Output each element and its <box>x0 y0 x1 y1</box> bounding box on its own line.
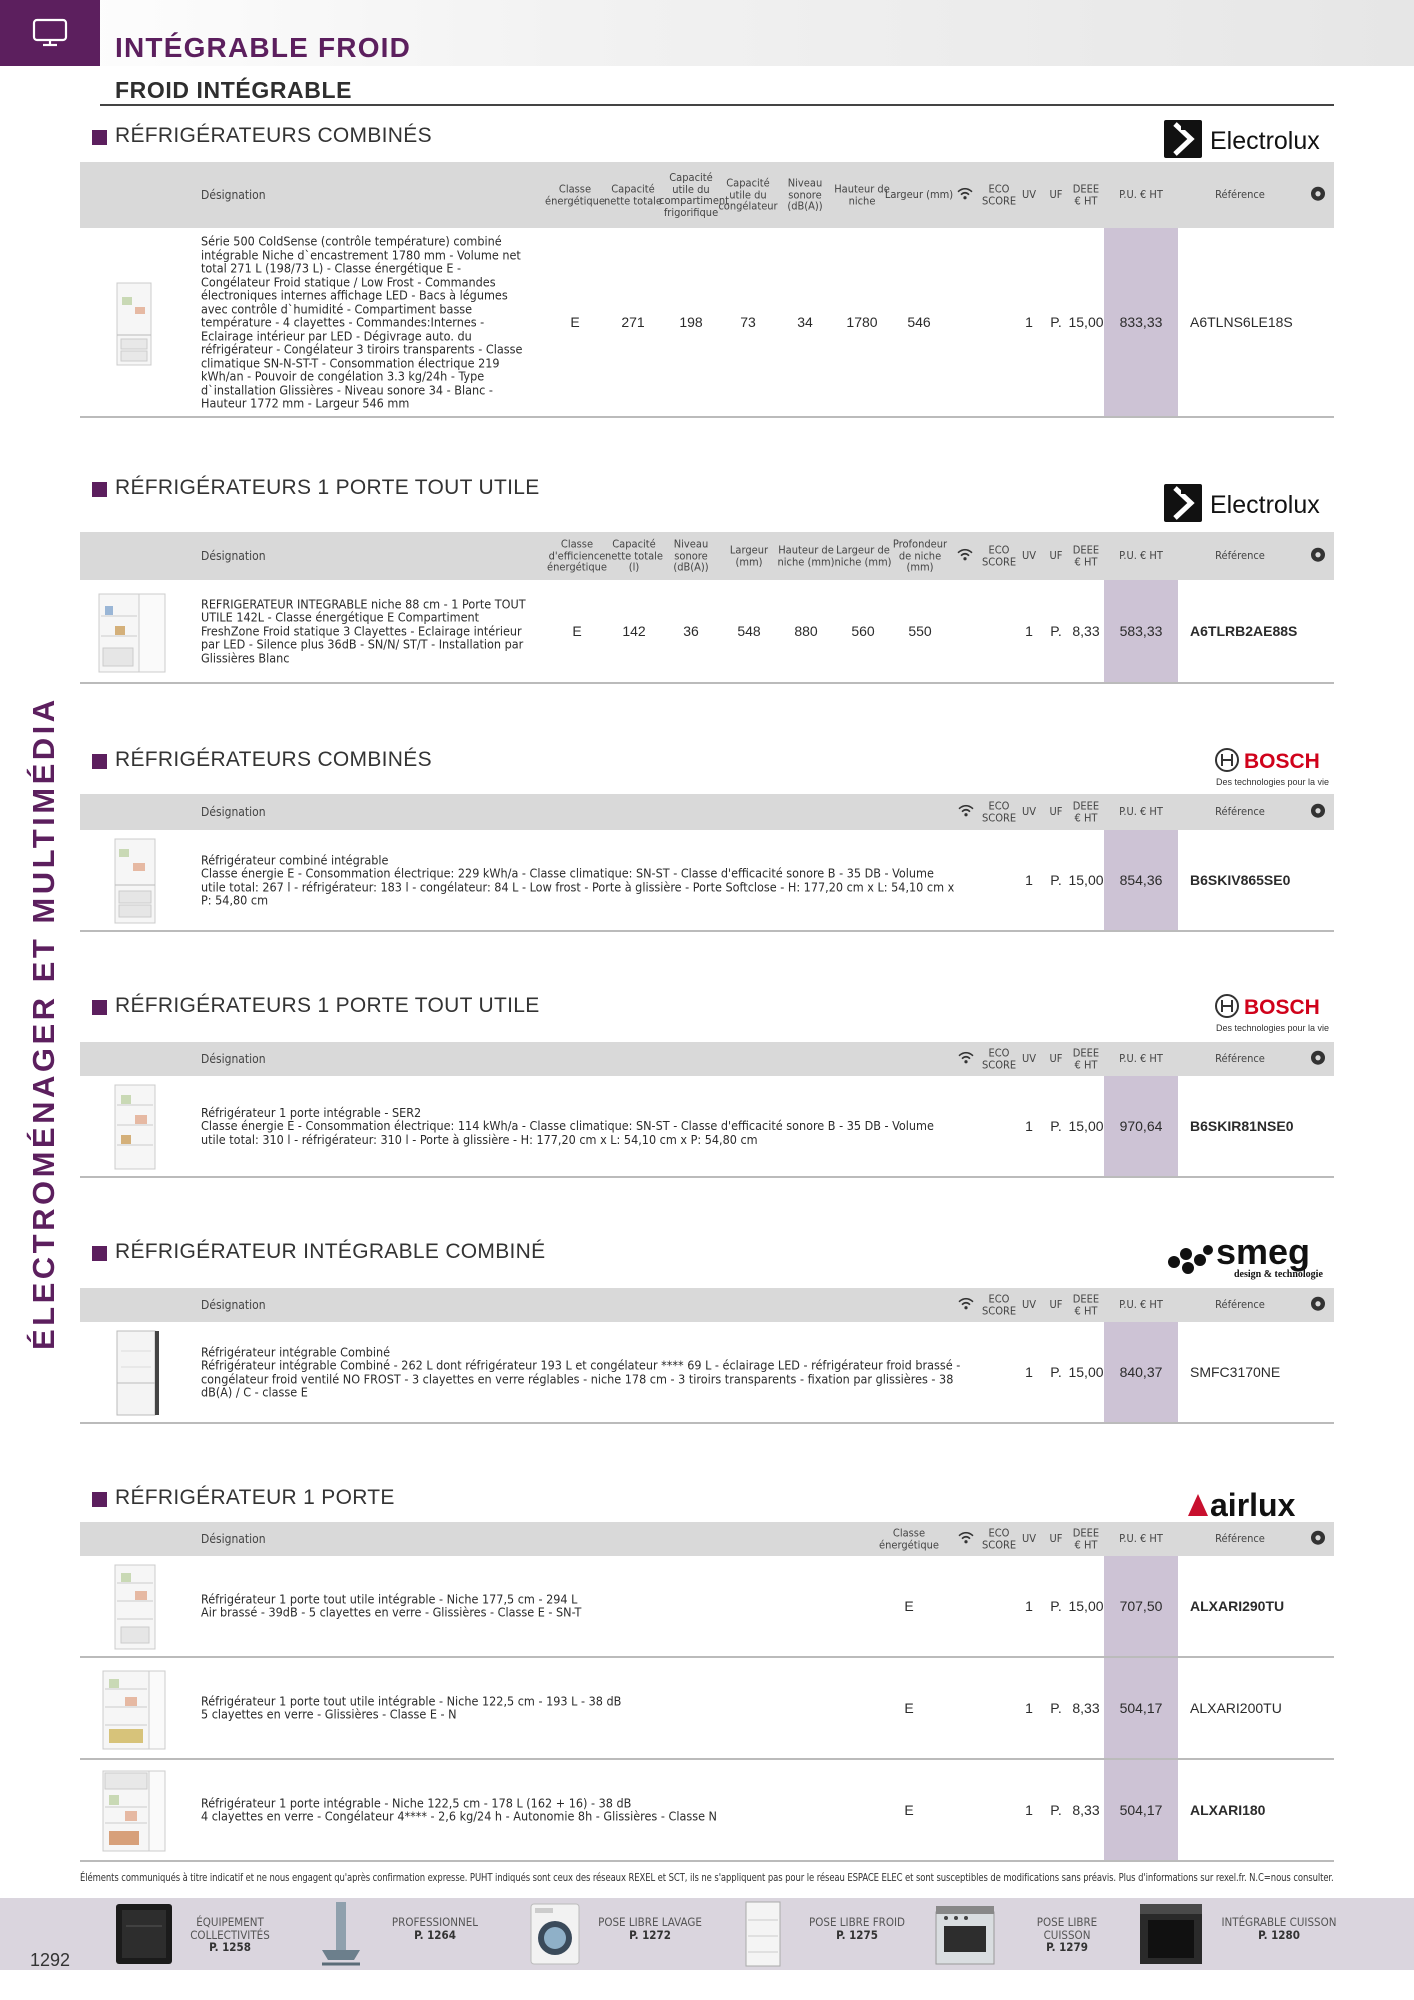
col-uv: UV <box>1021 1532 1036 1546</box>
table-row[interactable] <box>80 228 1334 418</box>
uf-value: P. <box>1050 1118 1062 1134</box>
bosch-logo <box>1214 746 1334 790</box>
largeur-niche-value: 560 <box>851 623 875 639</box>
table-row[interactable] <box>80 1322 1334 1424</box>
col-classe: Classe d'efficience énergétique <box>547 537 607 574</box>
col-largeur: Largeur (mm) <box>729 543 769 568</box>
unit-price: 583,33 <box>1104 580 1178 682</box>
footer-page: P. 1279 <box>1046 1940 1088 1955</box>
col-pu: P.U. € HT <box>1119 188 1163 202</box>
section-combines-bosch <box>80 740 1334 932</box>
col-deee: DEEE € HT <box>1072 1046 1100 1071</box>
section-bullet <box>92 130 107 145</box>
col-niveau-sonore: Niveau sonore (dB(A)) <box>673 537 709 574</box>
settings-icon <box>1286 803 1350 822</box>
settings-icon <box>1286 547 1350 566</box>
uv-value: 1 <box>1025 1802 1033 1818</box>
capacite-frigo-value: 198 <box>679 314 703 330</box>
col-niveau-sonore: Niveau sonore (dB(A)) <box>787 176 823 213</box>
col-largeur-niche: Largeur de niche (mm) <box>834 543 892 568</box>
uv-value: 1 <box>1025 872 1033 888</box>
uf-value: P. <box>1050 1364 1062 1380</box>
uv-value: 1 <box>1025 314 1033 330</box>
col-designation: Désignation <box>201 549 266 563</box>
disclaimer-footnote: Éléments communiqués à titre indicatif et ne nous engagent qu'après confirmation expresse. PUHT indiqués sont ceux des réseaux REXEL et SCT, ils ne s'appliquent pas pour le réseau ESPACE ELEC et sont susceptibles de modifications sans préavis. Plus d'informations sur rexel.fr. N.C=nous consulter. <box>80 1872 1334 1884</box>
col-profondeur-niche: Profondeur de niche (mm) <box>892 537 948 574</box>
product-reference[interactable]: ALXARI290TU <box>1190 1598 1285 1614</box>
unit-price: 840,37 <box>1104 1322 1178 1422</box>
brand-tagline: design & technologie <box>1234 1269 1323 1280</box>
footer-page: P. 1280 <box>1258 1927 1300 1942</box>
product-reference[interactable]: ALXARI180 <box>1190 1802 1266 1818</box>
col-uf: UF <box>1049 549 1063 563</box>
col-eco-score: ECO SCORE <box>982 182 1017 207</box>
energy-class: E <box>904 1598 914 1614</box>
col-deee: DEEE € HT <box>1072 543 1100 568</box>
col-uv: UV <box>1021 1052 1036 1066</box>
footer-label: POSE LIBRE CUISSON <box>1036 1915 1098 1942</box>
col-uv: UV <box>1021 188 1036 202</box>
brand-name: Electrolux <box>1210 491 1320 519</box>
section-1-porte-electrolux <box>80 468 1334 684</box>
col-capacite-congel: Capacité utile du congélateur <box>718 176 778 213</box>
unit-price: 707,50 <box>1104 1556 1178 1656</box>
uf-value: P. <box>1050 1700 1062 1716</box>
deee-value: 8,33 <box>1072 623 1100 639</box>
col-classe: Classe énergétique <box>545 182 605 207</box>
capacite-nette-value: 271 <box>621 314 645 330</box>
col-eco-score: ECO SCORE <box>982 543 1017 568</box>
section-heading: RÉFRIGÉRATEURS 1 PORTE TOUT UTILE <box>115 476 540 499</box>
deee-value: 15,00 <box>1068 1598 1104 1614</box>
table-header <box>80 532 1334 580</box>
table-row[interactable] <box>80 830 1334 932</box>
airlux-logo <box>1184 1482 1334 1522</box>
col-eco-score: ECO SCORE <box>982 1526 1017 1551</box>
col-designation: Désignation <box>201 1532 266 1546</box>
largeur-value: 548 <box>737 623 761 639</box>
product-reference[interactable]: ALXARI200TU <box>1190 1700 1282 1716</box>
uf-value: P. <box>1050 623 1062 639</box>
smeg-logo <box>1164 1232 1334 1280</box>
deee-value: 8,33 <box>1072 1802 1100 1818</box>
unit-price: 854,36 <box>1104 830 1178 930</box>
table-header <box>80 794 1334 830</box>
washing-machine-icon <box>527 1900 583 1968</box>
product-description: Réfrigérateur intégrable Combiné Réfrigérateur intégrable Combiné - 262 L dont réfrigérateur 193 L et congélateur **** 69 L - éclairage LED - réfrigérateur froid brassé - congélateur froid ventilé NO FROST - 3 clayettes en verre réglables - niche 178 cm - 3 tiroirs transparents - fixation par glissières - 38 dB(A) / C - classe E <box>201 1344 961 1400</box>
col-reference: Référence <box>1215 805 1265 819</box>
footer-page: P. 1272 <box>629 1927 671 1942</box>
col-uf: UF <box>1049 1298 1063 1312</box>
col-designation: Désignation <box>201 1052 266 1066</box>
table-header <box>80 1042 1334 1076</box>
section-bullet <box>92 1492 107 1507</box>
col-pu: P.U. € HT <box>1119 1298 1163 1312</box>
energy-class: E <box>904 1700 914 1716</box>
side-category-label: ÉLECTROMÉNAGER ET MULTIMÉDIA <box>26 696 61 1350</box>
section-bullet <box>92 1000 107 1015</box>
col-uf: UF <box>1049 1052 1063 1066</box>
product-image <box>95 277 171 367</box>
electrolux-logo <box>1164 482 1334 529</box>
col-uf: UF <box>1049 1532 1063 1546</box>
col-designation: Désignation <box>201 805 266 819</box>
col-deee: DEEE € HT <box>1072 1526 1100 1551</box>
brand-name: Electrolux <box>1210 127 1320 155</box>
col-pu: P.U. € HT <box>1119 1532 1163 1546</box>
monitor-icon <box>32 18 68 48</box>
table-row[interactable] <box>80 580 1334 684</box>
col-deee: DEEE € HT <box>1072 182 1100 207</box>
section-airlux <box>80 1478 1334 1862</box>
mini-fridge-icon <box>112 1900 178 1968</box>
product-image <box>95 835 171 925</box>
footer-link-professionnel[interactable] <box>310 1898 500 1970</box>
col-pu: P.U. € HT <box>1119 549 1163 563</box>
col-reference: Référence <box>1215 1298 1265 1312</box>
capacite-congel-value: 73 <box>740 314 756 330</box>
table-row[interactable] <box>80 1556 1334 1658</box>
product-image <box>95 1561 171 1651</box>
product-reference[interactable]: SMFC3170NE <box>1190 1364 1281 1380</box>
col-reference: Référence <box>1215 1532 1265 1546</box>
footer-nav <box>0 1898 1414 1970</box>
uf-value: P. <box>1050 1802 1062 1818</box>
table-row[interactable] <box>80 1658 1334 1760</box>
deee-value: 15,00 <box>1068 314 1104 330</box>
brand-name: smeg <box>1216 1232 1311 1272</box>
hauteur-niche-value: 880 <box>794 623 818 639</box>
col-uv: UV <box>1021 1298 1036 1312</box>
largeur-value: 546 <box>907 314 931 330</box>
col-largeur: Largeur (mm) <box>884 188 954 202</box>
footer-label: INTÉGRABLE CUISSON <box>1221 1915 1337 1929</box>
settings-icon <box>1286 1530 1350 1549</box>
col-uv: UV <box>1021 805 1036 819</box>
page-number: 1292 <box>30 1950 71 1970</box>
oven-icon <box>1138 1900 1204 1968</box>
section-heading: RÉFRIGÉRATEUR 1 PORTE <box>115 1486 395 1509</box>
col-reference: Référence <box>1215 1052 1265 1066</box>
brand-name: BOSCH <box>1244 750 1320 773</box>
table-header <box>80 162 1334 228</box>
unit-price: 504,17 <box>1104 1658 1178 1758</box>
col-capacite-nette: Capacité nette totale <box>603 182 663 207</box>
uv-value: 1 <box>1025 1700 1033 1716</box>
product-reference[interactable]: B6SKIV865SE0 <box>1190 872 1291 888</box>
cooker-icon <box>932 1900 998 1968</box>
range-hood-icon <box>316 1900 366 1968</box>
energy-class: E <box>904 1802 914 1818</box>
table-row[interactable] <box>80 1760 1334 1862</box>
deee-value: 15,00 <box>1068 872 1104 888</box>
product-description: Réfrigérateur 1 porte tout utile intégrable - Niche 177,5 cm - 294 L Air brassé - 39dB - 5 clayettes en verre - Glissières - Classe E - SN-T <box>201 1591 582 1620</box>
energy-class: E <box>570 314 580 330</box>
col-hauteur-niche: Hauteur de niche (mm) <box>777 543 835 568</box>
section-smeg <box>80 1232 1334 1424</box>
fridge-icon <box>738 1900 788 1968</box>
footer-link-integrable-cuisson[interactable] <box>1138 1898 1358 1970</box>
uv-value: 1 <box>1025 1364 1033 1380</box>
profondeur-niche-value: 550 <box>908 623 932 639</box>
col-capacite-frigo: Capacité utile du compartiment frigorifique <box>659 170 730 219</box>
divider <box>100 104 1334 106</box>
product-image <box>95 586 171 676</box>
uv-value: 1 <box>1025 1118 1033 1134</box>
uf-value: P. <box>1050 314 1062 330</box>
product-image <box>95 1327 171 1417</box>
niveau-sonore-value: 34 <box>797 314 813 330</box>
uf-value: P. <box>1050 1598 1062 1614</box>
settings-icon <box>1286 1050 1350 1069</box>
section-combines-electrolux <box>80 116 1334 418</box>
footer-label: POSE LIBRE FROID <box>809 1915 905 1929</box>
hauteur-niche-value: 1780 <box>846 314 878 330</box>
col-deee: DEEE € HT <box>1072 799 1100 824</box>
product-reference[interactable]: A6TLNS6LE18S <box>1190 314 1293 330</box>
section-1-porte-bosch <box>80 986 1334 1178</box>
col-hauteur-niche: Hauteur de niche <box>834 182 890 207</box>
brand-name: BOSCH <box>1244 996 1320 1019</box>
uf-value: P. <box>1050 872 1062 888</box>
footer-label: PROFESSIONNEL <box>391 1915 479 1929</box>
sub-title: FROID INTÉGRABLE <box>115 77 353 103</box>
section-heading: RÉFRIGÉRATEURS 1 PORTE TOUT UTILE <box>115 994 540 1017</box>
capacite-value: 142 <box>622 623 646 639</box>
product-description: Réfrigérateur combiné intégrable Classe énergie E - Consommation électrique: 229 kWh/a - Classe climatique: SN-ST - Classe d'efficacité sonore B - 35 DB - Volume utile total: 267 l - réfrigérateur: 183 l - congélateur: 84 L - Low frost - Porte à glissière - Porte Softclose - H: 177,20 cm x L: 54,10 cm x P: 54,80 cm <box>201 852 955 908</box>
deee-value: 15,00 <box>1068 1364 1104 1380</box>
table-row[interactable] <box>80 1076 1334 1178</box>
bosch-logo <box>1214 992 1334 1036</box>
settings-icon <box>1286 1296 1350 1315</box>
section-bullet <box>92 754 107 769</box>
section-heading: RÉFRIGÉRATEURS COMBINÉS <box>115 748 432 771</box>
electrolux-logo <box>1164 118 1334 165</box>
col-eco-score: ECO SCORE <box>982 1046 1017 1071</box>
brand-tagline: Des technologies pour la vie <box>1216 1023 1330 1033</box>
col-classe: Classe énergétique <box>879 1526 939 1551</box>
section-bullet <box>92 482 107 497</box>
col-designation: Désignation <box>201 188 266 202</box>
col-uf: UF <box>1049 188 1063 202</box>
product-image <box>95 1663 171 1753</box>
section-title: INTÉGRABLE FROID <box>115 32 412 63</box>
unit-price: 833,33 <box>1104 228 1178 416</box>
footer-link-cuisson[interactable] <box>932 1898 1132 1970</box>
product-description: Réfrigérateur 1 porte intégrable - Niche 122,5 cm - 178 L (162 + 16) - 38 dB 4 clayettes en verre - Congélateur 4**** - 2,6 kg/24 h - Autonomie 8h - Glissières - Classe N <box>201 1795 717 1824</box>
deee-value: 8,33 <box>1072 1700 1100 1716</box>
footer-page: P. 1275 <box>836 1927 878 1942</box>
product-reference[interactable]: A6TLRB2AE88S <box>1190 623 1298 639</box>
unit-price: 970,64 <box>1104 1076 1178 1176</box>
col-uf: UF <box>1049 805 1063 819</box>
energy-class: E <box>572 623 582 639</box>
section-heading: RÉFRIGÉRATEURS COMBINÉS <box>115 124 432 147</box>
product-description: REFRIGERATEUR INTEGRABLE niche 88 cm - 1 Porte TOUT UTILE 142L - Classe énergétique E Compartiment FreshZone Froid statique 3 Clayettes - Eclairage intérieur par LED - Silence plus 36dB - SN/N/ ST/T - Installation par Glissières Blanc <box>201 596 526 666</box>
table-header <box>80 1288 1334 1322</box>
col-capacite: Capacité nette totale (l) <box>604 537 664 574</box>
uv-value: 1 <box>1025 1598 1033 1614</box>
footer-label: POSE LIBRE LAVAGE <box>598 1915 702 1929</box>
product-image <box>95 1081 171 1171</box>
col-deee: DEEE € HT <box>1072 1292 1100 1317</box>
footer-page: P. 1258 <box>209 1940 251 1955</box>
niveau-sonore-value: 36 <box>683 623 699 639</box>
col-pu: P.U. € HT <box>1119 1052 1163 1066</box>
settings-icon <box>1286 186 1350 205</box>
deee-value: 15,00 <box>1068 1118 1104 1134</box>
col-reference: Référence <box>1215 549 1265 563</box>
col-eco-score: ECO SCORE <box>982 799 1017 824</box>
col-designation: Désignation <box>201 1298 266 1312</box>
section-bullet <box>92 1246 107 1261</box>
category-tab[interactable] <box>0 0 100 66</box>
col-uv: UV <box>1021 549 1036 563</box>
col-eco-score: ECO SCORE <box>982 1292 1017 1317</box>
col-reference: Référence <box>1215 188 1265 202</box>
product-description: Série 500 ColdSense (contrôle température) combiné intégrable Niche d`encastrement 1780 mm - Volume net total 271 L (198/73 L) - Classe énergétique E - Congélateur Froid statique / Low Frost - Commandes électroniques internes affichage LED - Bacs à légumes avec contrôle d`humidité - Compartiment basse température - 4 clayettes - Commandes:Internes - Eclairage intérieur par LED - Dégivrage auto. du réfrigérateur - Congélateur 3 tiroirs transparents - Classe climatique SN-N-ST-T - Consommation électrique 219 kWh/an - Pouvoir de congélation 3.3 kg/24h - Type d`installation Glissières - Niveau sonore 34 - Blanc - Hauteur 1772 mm - Largeur 546 mm <box>201 233 523 411</box>
footer-label: ÉQUIPEMENT COLLECTIVITÉS <box>190 1915 270 1942</box>
footer-link-froid[interactable] <box>732 1898 922 1970</box>
footer-link-equipement[interactable] <box>110 1898 290 1970</box>
footer-link-lavage[interactable] <box>525 1898 715 1970</box>
product-description: Réfrigérateur 1 porte tout utile intégrable - Niche 122,5 cm - 193 L - 38 dB 5 clayettes en verre - Glissières - Classe E - N <box>201 1693 622 1722</box>
section-heading: RÉFRIGÉRATEUR INTÉGRABLE COMBINÉ <box>115 1240 546 1263</box>
uv-value: 1 <box>1025 623 1033 639</box>
product-reference[interactable]: B6SKIR81NSE0 <box>1190 1118 1294 1134</box>
unit-price: 504,17 <box>1104 1760 1178 1860</box>
table-header <box>80 1522 1334 1556</box>
product-image <box>95 1765 171 1855</box>
product-description: Réfrigérateur 1 porte intégrable - SER2 Classe énergie E - Consommation électrique: 114 kWh/a - Classe climatique: SN-ST - Classe d'efficacité sonore B - 35 DB - Volume utile total: 310 l - réfrigérateur: 310 l - Porte à glissière - H: 177,20 cm x L: 54,10 cm x P: 54,80 cm <box>201 1104 934 1147</box>
brand-tagline: Des technologies pour la vie <box>1216 777 1330 787</box>
footer-page: P. 1264 <box>414 1927 456 1942</box>
col-pu: P.U. € HT <box>1119 805 1163 819</box>
brand-name: airlux <box>1210 1487 1296 1522</box>
